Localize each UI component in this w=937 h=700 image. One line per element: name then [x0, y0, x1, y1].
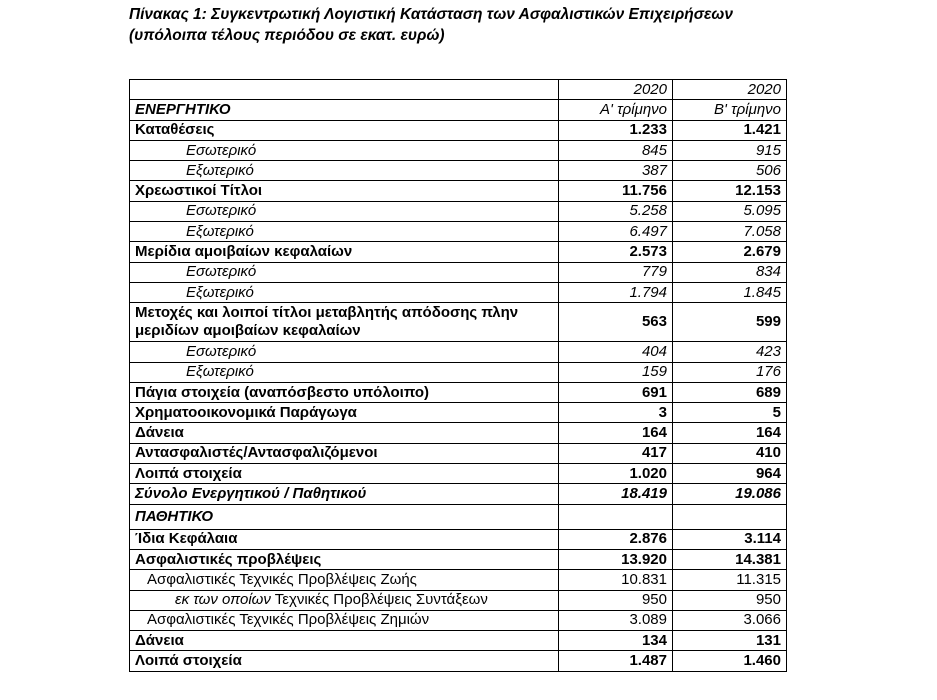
row-label: Χρηματοοικονομικά Παράγωγα [130, 403, 559, 423]
row-value-q2: 3.066 [673, 610, 787, 630]
row-label: Εξωτερικό [130, 161, 559, 181]
table-row [130, 161, 787, 181]
row-value-q1: 563 [559, 303, 673, 342]
row-value-q1: 3.089 [559, 610, 673, 630]
row-value-q1: 164 [559, 423, 673, 443]
header-year-2: 2020 [673, 80, 787, 100]
row-label: Ασφαλιστικές προβλέψεις [130, 549, 559, 569]
table-row [130, 222, 787, 242]
total-row [130, 484, 787, 504]
row-label: Εξωτερικό [130, 282, 559, 302]
table-row [130, 443, 787, 463]
row-value-q2: 2.679 [673, 242, 787, 262]
row-value-q1: 5.258 [559, 201, 673, 221]
row-label: Δάνεια [130, 631, 559, 651]
table-title-line1: Πίνακας 1: Συγκεντρωτική Λογιστική Κατάσταση των Ασφαλιστικών Επιχειρήσεων [129, 6, 733, 23]
row-label: Λοιπά στοιχεία [130, 651, 559, 671]
row-value-q2: 7.058 [673, 222, 787, 242]
table-row [130, 590, 787, 610]
table-row [130, 140, 787, 160]
row-label: Λοιπά στοιχεία [130, 464, 559, 484]
row-value-q2: 915 [673, 140, 787, 160]
table-row [130, 303, 787, 342]
row-value-q2: 3.114 [673, 529, 787, 549]
row-value-q1: 2.876 [559, 529, 673, 549]
row-value-q1: 6.497 [559, 222, 673, 242]
row-label: Δάνεια [130, 423, 559, 443]
table-row [130, 549, 787, 569]
row-value-q2: 176 [673, 362, 787, 382]
row-value-q1: 159 [559, 362, 673, 382]
row-label: Ασφαλιστικές Τεχνικές Προβλέψεις Ζωής [130, 570, 559, 590]
row-value-q1: 1.233 [559, 120, 673, 140]
total-value-q1: 18.419 [559, 484, 673, 504]
row-value-q2: 1.845 [673, 282, 787, 302]
table-row [130, 651, 787, 671]
header-year-1: 2020 [559, 80, 673, 100]
table-row [130, 382, 787, 402]
table-title-line2: (υπόλοιπα τέλους περιόδου σε εκατ. ευρώ) [129, 27, 445, 44]
row-value-q2: 11.315 [673, 570, 787, 590]
total-label: Σύνολο Ενεργητικού / Παθητικού [130, 484, 559, 504]
row-value-q1: 691 [559, 382, 673, 402]
row-value-q2: 1.460 [673, 651, 787, 671]
table-row [130, 342, 787, 362]
row-value-q2: 5 [673, 403, 787, 423]
row-label: Εξωτερικό [130, 362, 559, 382]
total-value-q2: 19.086 [673, 484, 787, 504]
table-row [130, 631, 787, 651]
row-value-q1: 11.756 [559, 181, 673, 201]
row-value-q1: 387 [559, 161, 673, 181]
row-value-q1: 417 [559, 443, 673, 463]
row-label: Εσωτερικό [130, 342, 559, 362]
header-empty-cell [130, 80, 559, 100]
table-row [130, 570, 787, 590]
table-row [130, 464, 787, 484]
row-value-q1: 845 [559, 140, 673, 160]
table-row [130, 242, 787, 262]
row-value-q1: 404 [559, 342, 673, 362]
row-label-text: Τεχνικές Προβλέψεις Συντάξεων [270, 591, 488, 609]
table-row [130, 610, 787, 630]
row-label: Καταθέσεις [130, 120, 559, 140]
header-row-periods [130, 100, 787, 120]
row-value-q2: 12.153 [673, 181, 787, 201]
row-value-q1: 1.020 [559, 464, 673, 484]
row-value-q1: 779 [559, 262, 673, 282]
row-value-q2: 964 [673, 464, 787, 484]
row-value-q2: 14.381 [673, 549, 787, 569]
row-label: Ασφαλιστικές Τεχνικές Προβλέψεις Ζημιών [130, 610, 559, 630]
row-value-q1: 13.920 [559, 549, 673, 569]
section-liabilities-heading: ΠΑΘΗΤΙΚΟ [130, 504, 559, 529]
row-value-q2: 410 [673, 443, 787, 463]
row-label: Εσωτερικό [130, 140, 559, 160]
row-label: Μερίδια αμοιβαίων κεφαλαίων [130, 242, 559, 262]
row-label: Πάγια στοιχεία (αναπόσβεστο υπόλοιπο) [130, 382, 559, 402]
row-label: Εσωτερικό [130, 262, 559, 282]
row-value-q2: 599 [673, 303, 787, 342]
header-period-2: Β' τρίμηνο [673, 100, 787, 120]
row-label-italic-prefix: εκ των οποίων [175, 591, 271, 609]
row-value-q1: 950 [559, 590, 673, 610]
row-value-q2: 506 [673, 161, 787, 181]
table-row [130, 120, 787, 140]
table-title [129, 4, 733, 46]
row-value-q2: 834 [673, 262, 787, 282]
row-label: Εξωτερικό [130, 222, 559, 242]
row-value-q2: 131 [673, 631, 787, 651]
balance-sheet-table [129, 79, 787, 672]
table-row [130, 529, 787, 549]
row-value-q2: 164 [673, 423, 787, 443]
row-label: Ίδια Κεφάλαια [130, 529, 559, 549]
table-row [130, 201, 787, 221]
row-label: Χρεωστικοί Τίτλοι [130, 181, 559, 201]
row-value-q1: 2.573 [559, 242, 673, 262]
table-row [130, 282, 787, 302]
header-period-1: Α' τρίμηνο [559, 100, 673, 120]
table-row [130, 262, 787, 282]
row-value-q2: 5.095 [673, 201, 787, 221]
table-row [130, 181, 787, 201]
row-value-q1 [559, 504, 673, 529]
row-label: Αντασφαλιστές/Αντασφαλιζόμενοι [130, 443, 559, 463]
row-value-q2: 689 [673, 382, 787, 402]
table-row [130, 362, 787, 382]
row-value-q1: 1.487 [559, 651, 673, 671]
section-assets-heading: ΕΝΕΡΓΗΤΙΚΟ [130, 100, 559, 120]
row-value-q1: 134 [559, 631, 673, 651]
row-value-q2 [673, 504, 787, 529]
table-row [130, 423, 787, 443]
row-value-q2: 950 [673, 590, 787, 610]
row-label [130, 590, 559, 610]
row-value-q2: 423 [673, 342, 787, 362]
table-row [130, 403, 787, 423]
row-value-q1: 1.794 [559, 282, 673, 302]
row-value-q2: 1.421 [673, 120, 787, 140]
row-label: Μετοχές και λοιποί τίτλοι μεταβλητής απόδοσης πλην μεριδίων αμοιβαίων κεφαλαίων [130, 303, 559, 342]
row-value-q1: 10.831 [559, 570, 673, 590]
row-label: Εσωτερικό [130, 201, 559, 221]
header-row-years [130, 80, 787, 100]
row-value-q1: 3 [559, 403, 673, 423]
section-liabilities-row [130, 504, 787, 529]
